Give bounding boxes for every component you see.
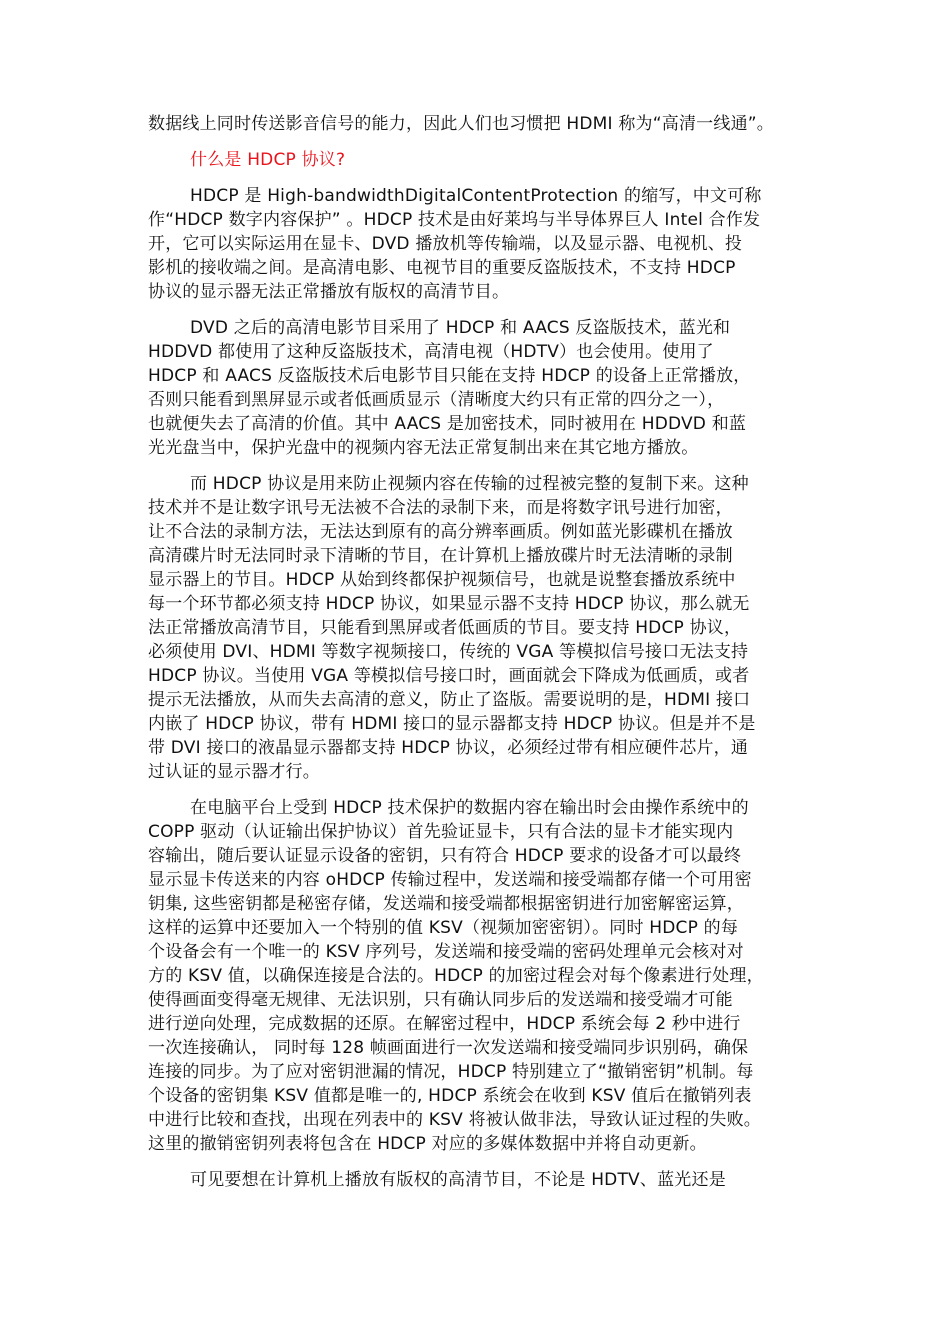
paragraph-line: 否则只能看到黑屏显示或者低画质显示（清晰度大约只有正常的四分之一）， bbox=[148, 390, 725, 410]
paragraph-line: 每一个环节都必须支持 HDCP 协议，如果显示器不支持 HDCP 协议，那么就无 bbox=[148, 594, 750, 614]
paragraph-line: 显示器上的节目。HDCP 从始到终都保护视频信号，也就是说整套播放系统中 bbox=[148, 570, 736, 590]
paragraph-line: 技术并不是让数字讯号无法被不合法的录制下来，而是将数字讯号进行加密， bbox=[148, 498, 733, 518]
section-heading: 什么是 HDCP 协议? bbox=[190, 150, 346, 170]
paragraph-line: 容输出，随后要认证显示设备的密钥，只有符合 HDCP 要求的设备才可以最终 bbox=[148, 846, 742, 866]
paragraph-line: 过认证的显示器才行。 bbox=[148, 762, 320, 782]
paragraph-line: COPP 驱动（认证输出保护协议）首先验证显卡，只有合法的显卡才能实现内 bbox=[148, 822, 734, 842]
paragraph-line: 开，它可以实际运用在显卡、DVD 播放机等传输端，以及显示器、电视机、投 bbox=[148, 234, 743, 254]
paragraph-line: 进行逆向处理，完成数据的还原。在解密过程中，HDCP 系统会每 2 秒中进行 bbox=[148, 1014, 741, 1034]
paragraph-line: 也就便失去了高清的价值。其中 AACS 是加密技术，同时被用在 HDDVD 和蓝 bbox=[148, 414, 747, 434]
paragraph-line: 而 HDCP 协议是用来防止视频内容在传输的过程被完整的复制下来。这种 bbox=[190, 474, 749, 494]
paragraph-line: 高清碟片时无法同时录下清晰的节目，在计算机上播放碟片时无法清晰的录制 bbox=[148, 546, 733, 566]
paragraph-line: 这样的运算中还要加入一个特别的值 KSV（视频加密密钥）。同时 HDCP 的每 bbox=[148, 918, 739, 938]
paragraph-line: 带 DVI 接口的液晶显示器都支持 HDCP 协议，必须经过带有相应硬件芯片，通 bbox=[148, 738, 749, 758]
paragraph-line: 连接的同步。为了应对密钥泄漏的情况，HDCP 特别建立了“撤销密钥”机制。每 bbox=[148, 1062, 754, 1082]
paragraph-line: 显示显卡传送来的内容 oHDCP 传输过程中，发送端和接受端都存储一个可用密 bbox=[148, 870, 752, 890]
paragraph-line: 可见要想在计算机上播放有版权的高清节目，不论是 HDTV、蓝光还是 bbox=[190, 1170, 726, 1190]
paragraph-line: 必须使用 DVI、HDMI 等数字视频接口，传统的 VGA 等模拟信号接口无法支持 bbox=[148, 642, 749, 662]
paragraph-line: 光光盘当中，保护光盘中的视频内容无法正常复制出来在其它地方播放。 bbox=[148, 438, 699, 458]
paragraph-line: 影机的接收端之间。是高清电影、电视节目的重要反盗版技术，不支持 HDCP bbox=[148, 258, 736, 278]
paragraph-line: 作“HDCP 数字内容保护” 。HDCP 技术是由好莱坞与半导体界巨人 Intel 合作发 bbox=[148, 210, 761, 230]
paragraph-line: HDCP 协议。当使用 VGA 等模拟信号接口时，画面就会下降成为低画质，或者 bbox=[148, 666, 750, 686]
paragraph-line: 钥集, 这些密钥都是秘密存储，发送端和接受端都根据密钥进行加密解密运算， bbox=[148, 894, 745, 914]
paragraph-line: 内嵌了 HDCP 协议，带有 HDMI 接口的显示器都支持 HDCP 协议。但是并不是 bbox=[148, 714, 756, 734]
paragraph-line: 在电脑平台上受到 HDCP 技术保护的数据内容在输出时会由操作系统中的 bbox=[190, 798, 749, 818]
paragraph-line: 个设备的密钥集 KSV 值都是唯一的, HDCP 系统会在收到 KSV 值后在撤销列表 bbox=[148, 1086, 752, 1106]
paragraph-line: 一次连接确认， 同时每 128 帧画面进行一次发送端和接受端同步识别码，确保 bbox=[148, 1038, 749, 1058]
paragraph-line: HDCP 和 AACS 反盗版技术后电影节目只能在支持 HDCP 的设备上正常播放， bbox=[148, 366, 751, 386]
intro-line: 数据线上同时传送影音信号的能力，因此人们也习惯把 HDMI 称为“高清一线通”。 bbox=[148, 114, 774, 134]
paragraph-line: 让不合法的录制方法，无法达到原有的高分辨率画质。例如蓝光影碟机在播放 bbox=[148, 522, 733, 542]
paragraph-line: 这里的撤销密钥列表将包含在 HDCP 对应的多媒体数据中并将自动更新。 bbox=[148, 1134, 707, 1154]
paragraph-line: 使得画面变得毫无规律、无法识别，只有确认同步后的发送端和接受端才可能 bbox=[148, 990, 733, 1010]
paragraph-line: 中进行比较和查找，出现在列表中的 KSV 将被认做非法，导致认证过程的失败。 bbox=[148, 1110, 761, 1130]
paragraph-line: DVD 之后的高清电影节目采用了 HDCP 和 AACS 反盗版技术，蓝光和 bbox=[190, 318, 731, 338]
paragraph-line: HDCP 是 High-bandwidthDigitalContentProtection 的缩写，中文可称 bbox=[190, 186, 762, 206]
paragraph-line: HDDVD 都使用了这种反盗版技术，高清电视（HDTV）也会使用。使用了 bbox=[148, 342, 714, 362]
paragraph-line: 方的 KSV 值，以确保连接是合法的。HDCP 的加密过程会对每个像素进行处理， bbox=[148, 966, 764, 986]
paragraph-line: 协议的显示器无法正常播放有版权的高清节目。 bbox=[148, 282, 510, 302]
paragraph-line: 个设备会有一个唯一的 KSV 序列号，发送端和接受端的密码处理单元会核对对 bbox=[148, 942, 744, 962]
paragraph-line: 法正常播放高清节目，只能看到黑屏或者低画质的节目。要支持 HDCP 协议， bbox=[148, 618, 742, 638]
paragraph-line: 提示无法播放，从而失去高清的意义，防止了盗版。需要说明的是，HDMI 接口 bbox=[148, 690, 751, 710]
